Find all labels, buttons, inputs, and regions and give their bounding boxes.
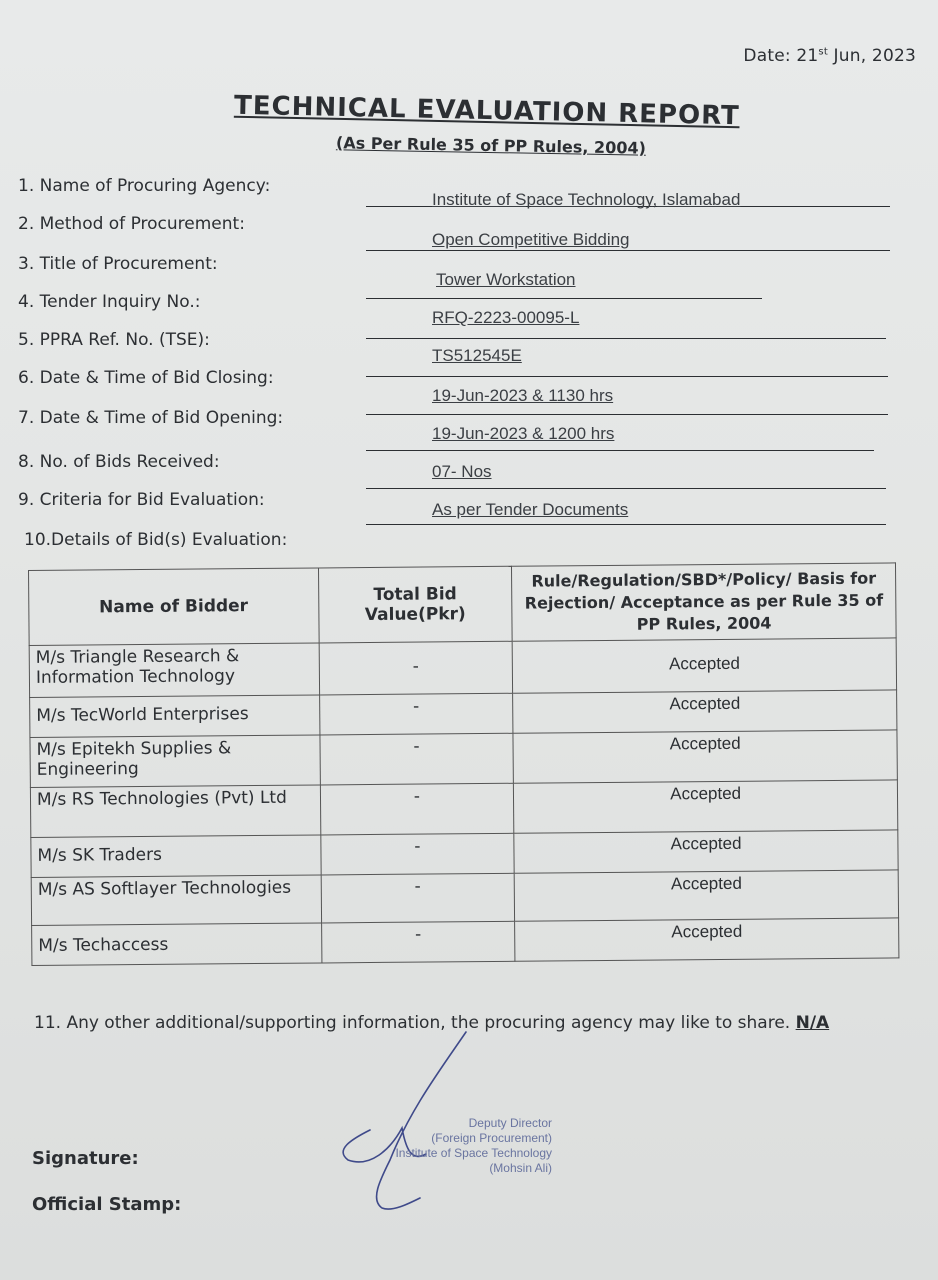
field-procuring-agency: 1. Name of Procuring Agency: Institute of Space Technology, Islamabad	[18, 176, 898, 212]
table-row	[32, 918, 899, 966]
field-evaluation-criteria: 9. Criteria for Bid Evaluation: As per Tender Documents	[18, 490, 898, 526]
field-title-of-procurement: 3. Title of Procurement: Tower Workstation	[18, 254, 898, 290]
field-tender-inquiry-no: 4. Tender Inquiry No.: RFQ-2223-00095-L	[18, 292, 898, 328]
header-bidder-name: Name of Bidder	[29, 568, 319, 646]
bid-status: Accepted	[514, 780, 898, 833]
bidder-name: M/s AS Softlayer Technologies	[31, 875, 321, 926]
report-title-block	[0, 90, 938, 132]
bid-status: Accepted	[514, 830, 898, 873]
bid-status: Accepted	[513, 730, 897, 783]
table-row	[31, 870, 898, 926]
bidder-name: M/s TecWorld Enterprises	[30, 695, 320, 738]
table-row	[30, 730, 897, 788]
report-title: TECHNICAL EVALUATION REPORT	[233, 90, 741, 132]
field-bid-opening: 7. Date & Time of Bid Opening: 19-Jun-2023 & 1200 hrs	[18, 408, 898, 444]
field-bid-closing: 6. Date & Time of Bid Closing: 19-Jun-2023 & 1130 hrs	[18, 368, 898, 404]
official-stamp: Deputy Director (Foreign Procurement) Institute of Space Technology (Mohsin Ali)	[395, 1116, 552, 1175]
header-rule-basis: Rule/Regulation/SBD*/Policy/ Basis for Rejection/ Acceptance as per Rule 35 of PP Rules, 2004	[512, 563, 896, 641]
bid-value: -	[319, 733, 513, 785]
header-total-bid-value: Total Bid Value(Pkr)	[318, 566, 512, 643]
table-row	[29, 638, 896, 698]
bid-value: -	[320, 833, 514, 875]
bid-status: Accepted	[514, 870, 898, 921]
bidder-name: M/s Triangle Research & Information Technology	[29, 643, 319, 698]
bid-value: -	[320, 783, 514, 835]
additional-information: 11. Any other additional/supporting information, the procuring agency may like to share. N/A	[34, 1013, 830, 1033]
bidder-name: M/s Epitekh Supplies & Engineering	[30, 735, 320, 788]
bidder-name: M/s Techaccess	[32, 923, 322, 966]
field-ppra-ref-no: 5. PPRA Ref. No. (TSE): TS512545E	[18, 330, 898, 366]
bid-value: -	[319, 693, 513, 735]
bid-value: -	[319, 641, 513, 695]
table-header-row	[29, 563, 897, 646]
additional-information-answer: N/A	[795, 1013, 830, 1033]
table-row	[30, 780, 897, 838]
bid-status: Accepted	[513, 690, 897, 733]
report-date: Date: 21st Jun, 2023	[743, 46, 916, 66]
bid-evaluation-table	[28, 562, 899, 966]
details-of-evaluation-label: 10.Details of Bid(s) Evaluation:	[24, 530, 288, 550]
bid-status: Accepted	[515, 918, 899, 961]
bidder-name: M/s RS Technologies (Pvt) Ltd	[30, 785, 320, 838]
report-subtitle-block	[0, 133, 938, 158]
bid-value: -	[321, 921, 515, 963]
report-subtitle: (As Per Rule 35 of PP Rules, 2004)	[335, 133, 647, 158]
field-method-of-procurement: 2. Method of Procurement: Open Competitive Bidding	[18, 214, 898, 250]
signature-label: Signature:	[32, 1148, 139, 1169]
bid-value: -	[321, 873, 515, 923]
official-stamp-label: Official Stamp:	[32, 1194, 182, 1215]
bid-status: Accepted	[512, 638, 896, 693]
field-bids-received: 8. No. of Bids Received: 07- Nos	[18, 452, 898, 488]
bidder-name: M/s SK Traders	[31, 835, 321, 878]
